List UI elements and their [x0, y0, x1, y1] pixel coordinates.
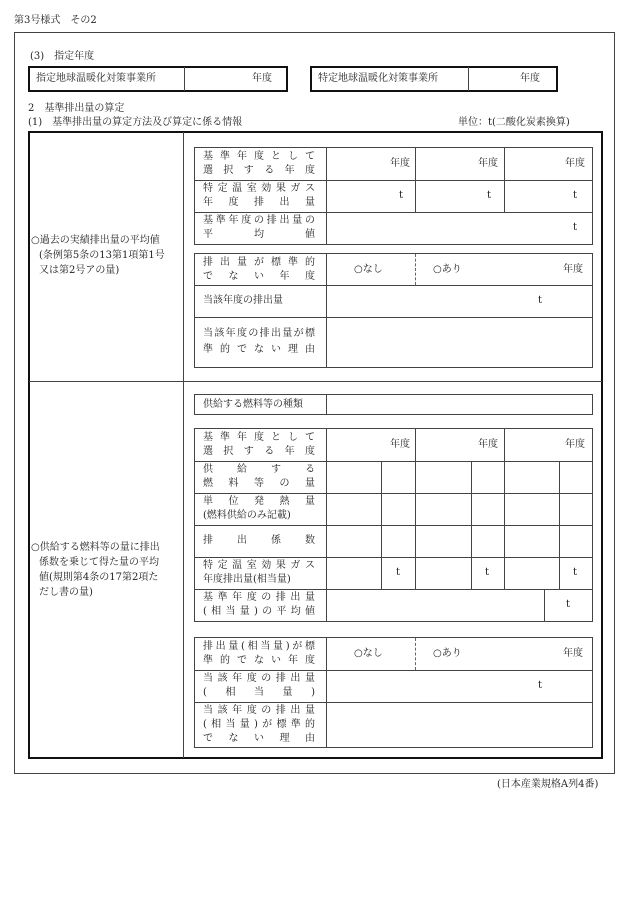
b2-gas-label-2: 年度排出量(相当量) — [203, 574, 291, 585]
block1-label-sub2: 又は第2号アの量) — [39, 265, 120, 276]
b2-avg-label-2: (相当量)の平均値 — [203, 606, 315, 617]
b2-coef-label: 排出係数 — [203, 535, 315, 546]
b2-amt-label-1: 供給する — [203, 464, 315, 475]
section2-subheading: (1) 基準排出量の算定方法及び算定に係る情報 — [28, 117, 243, 128]
b2-reason-label-1: 当該年度の排出量 — [203, 705, 315, 716]
footer-note: (日本産業規格A列4番) — [497, 779, 599, 790]
b2-year-label-1: 基準年度として — [203, 432, 315, 443]
designated-office-label: 指定地球温暖化対策事業所 — [36, 73, 156, 84]
designated-year-suffix: 年度 — [252, 73, 272, 84]
b1-year-label-2: 選択する年度 — [203, 165, 315, 176]
b1-year-2[interactable]: 年度 — [478, 158, 498, 169]
specific-year-suffix: 年度 — [520, 73, 540, 84]
b1-reason-label-2: 準的でない理由 — [203, 344, 315, 355]
b2-gas-t1[interactable]: t — [396, 567, 401, 578]
form-title: 第3号様式 その2 — [14, 15, 97, 26]
b2-year-2[interactable]: 年度 — [478, 439, 498, 450]
b2-year-3[interactable]: 年度 — [565, 439, 585, 450]
b1-none-option[interactable]: ○なし — [354, 264, 383, 275]
b1-gas-t2[interactable]: t — [487, 190, 492, 201]
b1-reason-label-1: 当該年度の排出量が標 — [203, 328, 315, 339]
b1-cur-label: 当該年度の排出量 — [203, 295, 283, 306]
b2-heat-label-2: (燃料供給のみ記載) — [203, 510, 291, 521]
b1-nonstd-label-1: 排出量が標準的 — [203, 257, 315, 268]
b1-avg-label-2: 平均値 — [203, 229, 315, 240]
b1-gas-t1[interactable]: t — [399, 190, 404, 201]
block2-label-3: 値(規則第4条の17第2項た — [39, 572, 159, 583]
b2-year-label-2: 選択する年度 — [203, 446, 315, 457]
b2-avg-label-1: 基準年度の排出量 — [203, 592, 315, 603]
b2-reason-label-3: でない理由 — [203, 733, 315, 744]
b2-gas-t3[interactable]: t — [573, 567, 578, 578]
b1-gas-label-2: 年度排出量 — [203, 197, 315, 208]
b2-amt-label-2: 燃料等の量 — [203, 478, 315, 489]
section2-heading: 2 基準排出量の算定 — [28, 103, 125, 114]
specific-office-label: 特定地球温暖化対策事業所 — [318, 73, 438, 84]
b1-avg-label-1: 基準年度の排出量の — [203, 215, 315, 226]
b2-gas-label-1: 特定温室効果ガス — [203, 560, 315, 571]
block2-label-1: ○供給する燃料等の量に排出 — [31, 542, 160, 553]
b1-gas-label-1: 特定温室効果ガス — [203, 183, 315, 194]
b2-exists-option[interactable]: ○あり — [433, 648, 462, 659]
section3-heading: (3) 指定年度 — [30, 51, 95, 62]
unit-label: 単位：t(二酸化炭素換算) — [458, 117, 570, 128]
b1-year-3[interactable]: 年度 — [565, 158, 585, 169]
b1-cur-t[interactable]: t — [538, 295, 543, 306]
block1-label: ○過去の実績排出量の平均値 — [31, 235, 160, 246]
b2-reason-label-2: (相当量)が標準的 — [203, 719, 315, 730]
b2-fuel-type-label: 供給する燃料等の種類 — [203, 399, 303, 410]
b2-heat-label-1: 単位発熱量 — [203, 496, 315, 507]
b2-avg-t[interactable]: t — [566, 599, 571, 610]
b2-none-option[interactable]: ○なし — [354, 648, 383, 659]
block1-label-sub1: (条例第5条の13第1項第1号 — [39, 250, 165, 261]
b2-gas-t2[interactable]: t — [485, 567, 490, 578]
block2-label-2: 係数を乗じて得た量の平均 — [39, 557, 159, 568]
b1-year-1[interactable]: 年度 — [390, 158, 410, 169]
b2-cur-label-2: (相当量) — [203, 687, 315, 698]
b1-nonstd-year[interactable]: 年度 — [563, 264, 583, 275]
b1-year-label-1: 基準年度として — [203, 151, 315, 162]
b2-nonstd-year[interactable]: 年度 — [563, 648, 583, 659]
b2-nonstd-label-2: 準的でない年度 — [203, 655, 315, 666]
b2-year-1[interactable]: 年度 — [390, 439, 410, 450]
b2-cur-t[interactable]: t — [538, 680, 543, 691]
block2-label-4: だし書の量) — [39, 587, 93, 598]
b1-gas-t3[interactable]: t — [573, 190, 578, 201]
b1-avg-t[interactable]: t — [573, 222, 578, 233]
b1-exists-option[interactable]: ○あり — [433, 264, 462, 275]
b2-nonstd-label-1: 排出量(相当量)が標 — [203, 641, 315, 652]
b2-cur-label-1: 当該年度の排出量 — [203, 673, 315, 684]
b1-nonstd-label-2: でない年度 — [203, 271, 315, 282]
